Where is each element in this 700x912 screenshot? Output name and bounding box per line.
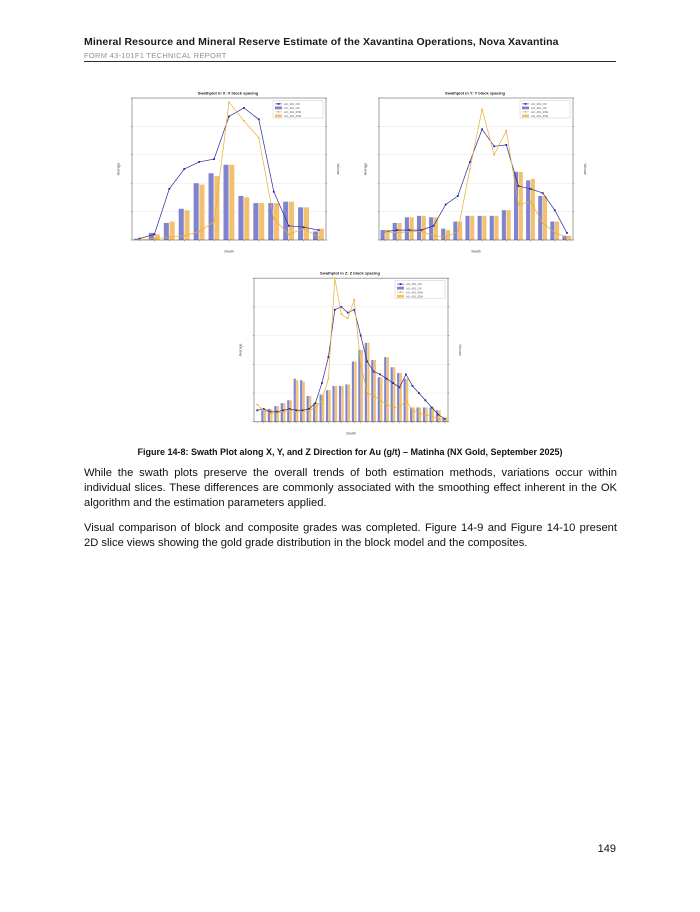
swath-plot-z <box>237 267 463 437</box>
page-number: 149 <box>597 843 616 855</box>
svg-text:Volume: Volume <box>336 163 340 175</box>
svg-text:AU_401_OK: AU_401_OK <box>284 106 300 110</box>
body-paragraph-1: While the swath plots preserve the overall trends of both estimation methods, variations occur within individual slices. These differences are commonly associated with the smoothing effect inherent in the OK algorithm and the estimation parameters applied. <box>84 467 617 510</box>
svg-text:Swathplot in Y: Y block spacin: Swathplot in Y: Y block spacing <box>445 90 505 96</box>
svg-text:AU_401_IDW: AU_401_IDW <box>531 114 549 118</box>
svg-text:Volume: Volume <box>583 163 587 175</box>
svg-text:AU_401_IDW: AU_401_IDW <box>531 110 549 114</box>
swath-plot-x <box>115 87 341 255</box>
svg-text:AU_401_OK: AU_401_OK <box>284 102 300 106</box>
svg-text:Average: Average <box>363 162 368 176</box>
svg-text:AU_401_OK: AU_401_OK <box>531 102 547 106</box>
svg-text:Swath: Swath <box>471 249 481 254</box>
svg-text:Swathplot in Z: Z block spacin: Swathplot in Z: Z block spacing <box>320 270 380 276</box>
svg-text:AU_401_OK: AU_401_OK <box>406 286 422 291</box>
svg-text:AU_401_IDW: AU_401_IDW <box>406 290 424 295</box>
svg-text:AU_401_IDW: AU_401_IDW <box>284 110 302 114</box>
svg-text:Swath: Swath <box>346 431 356 436</box>
chart-canvas <box>362 87 588 255</box>
report-header-title: Mineral Resource and Mineral Reserve Estimate of the Xavantina Operations, Nova Xavantina <box>84 36 559 48</box>
svg-text:Average: Average <box>116 162 121 176</box>
svg-text:AU_401_IDW: AU_401_IDW <box>406 294 424 299</box>
svg-text:AU_401_IDW: AU_401_IDW <box>284 114 302 118</box>
svg-text:Average: Average <box>238 343 243 357</box>
svg-text:Swath: Swath <box>224 249 234 254</box>
figure-caption: Figure 14-8: Swath Plot along X, Y, and Z Direction for Au (g/t) – Matinha (NX Gold, September 2025) <box>137 447 563 457</box>
svg-text:Swathplot in X: X block spacin: Swathplot in X: X block spacing <box>197 90 259 96</box>
body-paragraph-2: Visual comparison of block and composite grades was completed. Figure 14-9 and Figure 14-10 present 2D slice views showing the gold grade distribution in the block model and the composites. <box>84 522 617 550</box>
swath-plot-y <box>362 87 588 255</box>
report-header-subtitle: FORM 43-101F1 TECHNICAL REPORT <box>84 51 227 60</box>
svg-text:Volume: Volume <box>458 344 462 356</box>
header-divider <box>84 61 616 62</box>
svg-text:AU_401_OK: AU_401_OK <box>406 282 422 287</box>
svg-text:AU_401_OK: AU_401_OK <box>531 106 547 110</box>
chart-canvas <box>115 87 341 255</box>
chart-canvas <box>237 267 463 437</box>
